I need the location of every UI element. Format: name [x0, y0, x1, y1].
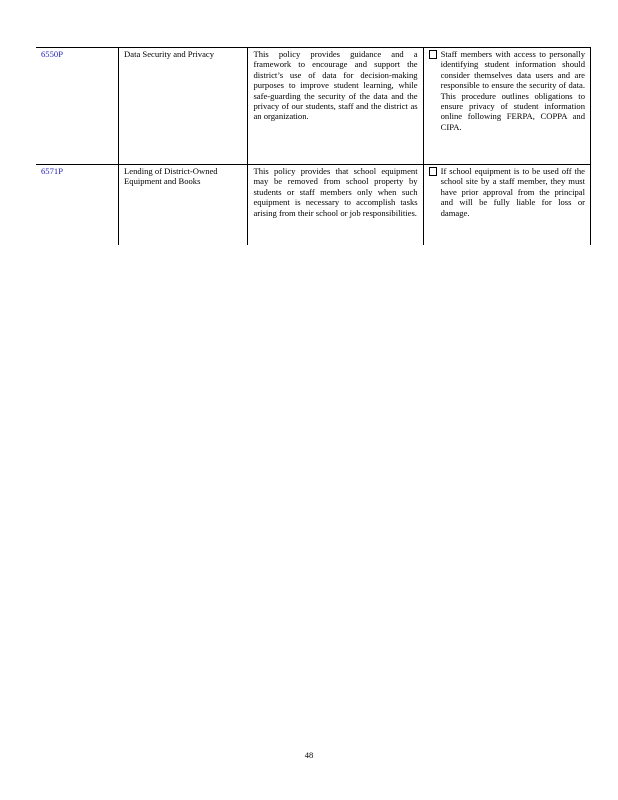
policy-title-cell [119, 48, 248, 165]
policy-table [36, 47, 591, 245]
policy-title: Lending of District-Owned Equipment and Books [124, 166, 218, 187]
table-row [36, 48, 591, 165]
policy-details-cell [423, 48, 590, 165]
policy-details: Staff members with access to personally identifying student information should consider themselves data users and are responsible to ensure the security of data. This procedure outlines obligations to ensure privacy of student information online following FERPA, COPPA and CIPA. [440, 49, 585, 132]
policy-number-link[interactable]: 6571P [41, 166, 63, 176]
details-bullet [429, 49, 585, 132]
checkbox-bullet-icon [429, 50, 437, 59]
policy-number-cell [36, 48, 119, 165]
policy-number-cell [36, 165, 119, 245]
policy-title-cell [119, 165, 248, 245]
policy-details: If school equipment is to be used off the school site by a staff member, they must have prior approval from the principal and will be fully liable for loss or damage. [440, 166, 585, 218]
policy-number-link[interactable]: 6550P [41, 49, 63, 59]
page-number: 48 [304, 750, 314, 760]
checkbox-bullet-icon [429, 167, 437, 176]
policy-description: This policy provides guidance and a framework to encourage and support the district’s use of data for decision-making purposes to improve student learning, while safe-guarding the security of the data and the privacy of our students, staff and the district as an organization. [253, 49, 418, 122]
policy-description-cell [248, 48, 423, 165]
details-bullet [429, 166, 585, 218]
table-row [36, 165, 591, 245]
policy-description-cell [248, 165, 423, 245]
policy-description: This policy provides that school equipment may be removed from school property by students or staff members only when such equipment is necessary to accomplish tasks arising from their school or job responsibilities. [253, 166, 418, 218]
policy-title: Data Security and Privacy [124, 49, 215, 59]
policy-details-cell [423, 165, 590, 245]
